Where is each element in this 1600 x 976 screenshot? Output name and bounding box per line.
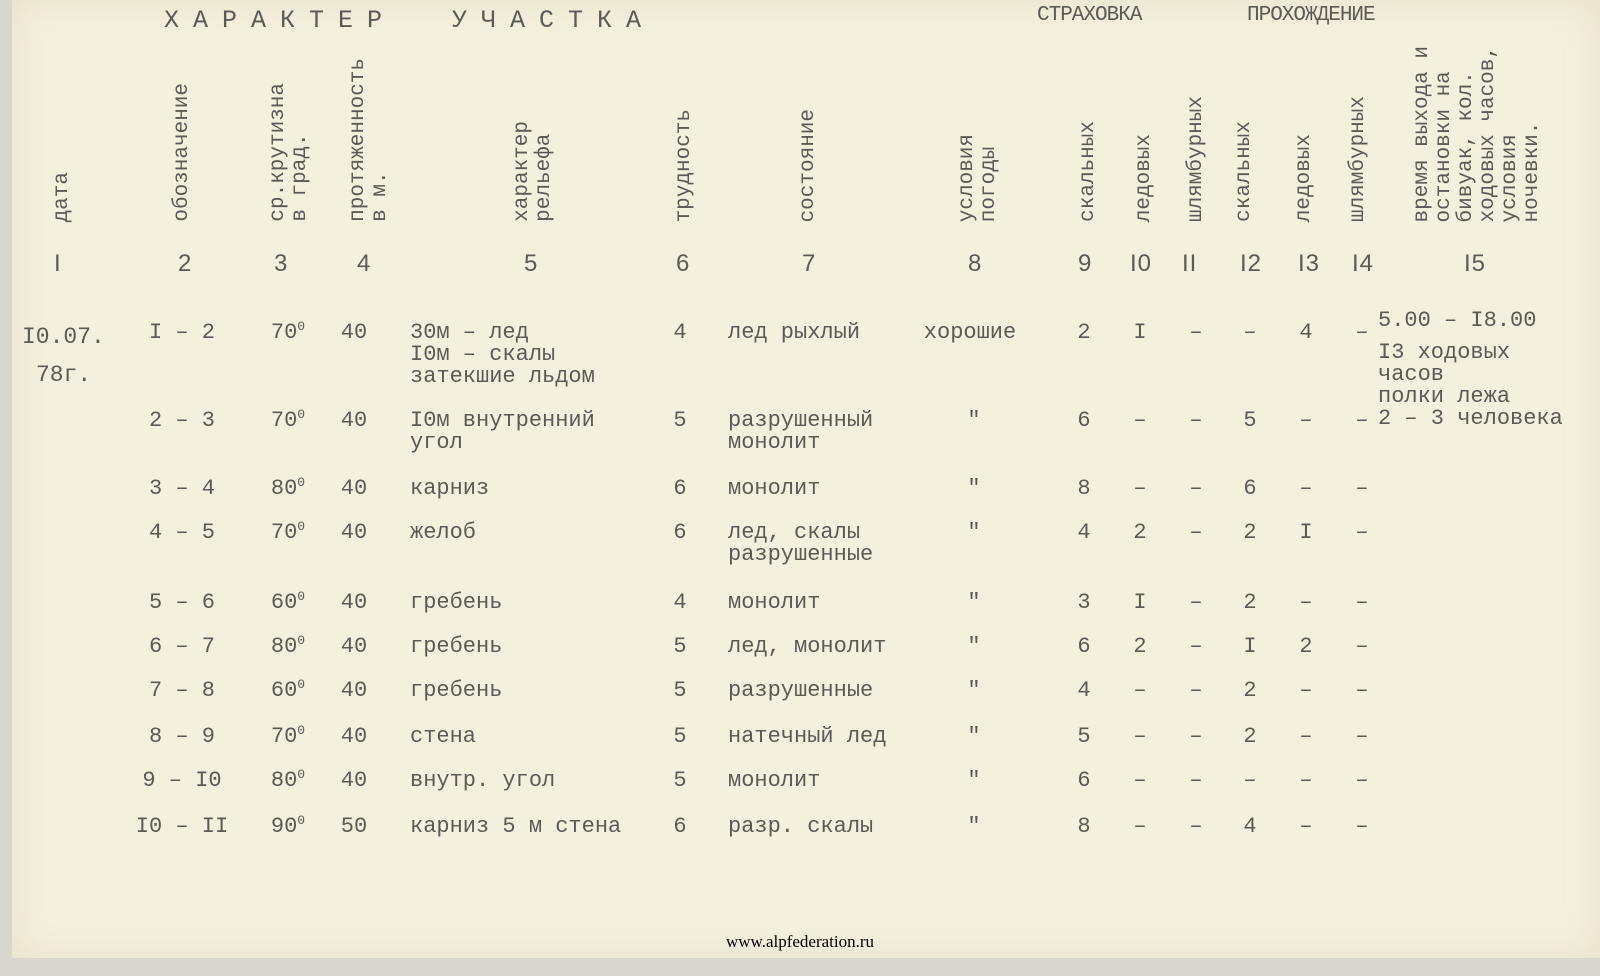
segment-cell: 2 – 3 (148, 408, 216, 433)
belay-rock-cell: 5 (1077, 724, 1091, 749)
belay-rock-cell: 8 (1077, 476, 1091, 501)
segment-cell: 4 – 5 (148, 520, 216, 545)
belay-ice-cell: 2 (1133, 520, 1147, 545)
belay-rock-cell: 2 (1077, 320, 1091, 345)
column-number-4: 4 (357, 250, 372, 277)
belay-bolt-cell: – (1189, 590, 1203, 615)
belay-ice-cell: – (1133, 678, 1147, 703)
difficulty-cell: 5 (673, 724, 687, 749)
condition-cell: натечный лед (728, 724, 887, 749)
difficulty-cell: 5 (673, 768, 687, 793)
column-number-14: I4 (1352, 250, 1375, 277)
column-header-5 (512, 121, 556, 222)
length-cell: 40 (340, 320, 368, 345)
weather-cell: " (967, 476, 981, 501)
column-header-1 (52, 172, 74, 222)
weather-cell: " (967, 814, 981, 839)
passage-rock-cell: 2 (1243, 724, 1257, 749)
passage-rock-cell: – (1243, 768, 1257, 793)
belay-bolt-cell: – (1189, 634, 1203, 659)
column-header-line: погоды (978, 146, 1001, 222)
relief-cell: внутр. угол (410, 768, 556, 793)
bivouac-note-line: часов (1378, 362, 1445, 387)
column-header-line: условия (956, 133, 979, 222)
column-header-line: дата (51, 171, 74, 222)
passage-bolt-cell: – (1355, 634, 1369, 659)
passage-bolt-cell: – (1355, 724, 1369, 749)
difficulty-cell: 6 (673, 476, 687, 501)
column-header-9 (1078, 121, 1100, 222)
section-title-left: ХАРАКТЕР (164, 6, 397, 35)
passage-rock-cell: 5 (1243, 408, 1257, 433)
relief-cell: гребень (410, 678, 503, 703)
degree-mark: 0 (297, 677, 306, 692)
passage-rock-cell: 2 (1243, 520, 1257, 545)
column-number-9: 9 (1078, 250, 1093, 277)
column-number-13: I3 (1298, 250, 1321, 277)
section-title-right: УЧАСТКА (452, 6, 656, 35)
difficulty-cell: 6 (673, 814, 687, 839)
column-header-13 (1294, 134, 1316, 222)
degree-mark: 0 (297, 319, 306, 334)
segment-cell: 6 – 7 (148, 634, 216, 659)
belay-bolt-cell: – (1189, 768, 1203, 793)
steepness-cell: $80^0$ (270, 767, 306, 793)
passage-rock-cell: 2 (1243, 678, 1257, 703)
condition-cell: разрушенные (728, 678, 874, 703)
segment-cell: 5 – 6 (148, 590, 216, 615)
passage-ice-cell: – (1299, 590, 1313, 615)
segment-cell: I0 – II (135, 814, 229, 839)
column-header-line: в м. (369, 171, 392, 222)
column-header-line: ледовых (1293, 133, 1316, 222)
steepness-cell: $70^0$ (270, 519, 306, 545)
passage-ice-cell: – (1299, 768, 1313, 793)
passage-bolt-cell: – (1355, 590, 1369, 615)
belay-ice-cell: 2 (1133, 634, 1147, 659)
segment-cell: 8 – 9 (148, 724, 216, 749)
column-header-line: бивуак, кол. (1455, 70, 1478, 222)
passage-bolt-cell: – (1355, 768, 1369, 793)
relief-cell: желоб (410, 520, 477, 545)
relief-cell: стена (410, 724, 477, 749)
difficulty-cell: 5 (673, 408, 687, 433)
condition-cell: лед, монолит (728, 634, 887, 659)
column-header-14 (1348, 96, 1370, 222)
column-header-11 (1186, 96, 1208, 222)
column-header-line: ночевки. (1521, 121, 1544, 222)
footer-url: www.alpfederation.ru (725, 932, 875, 951)
group-passage-heading: ПРОХОЖДЕНИЕ (1247, 4, 1375, 27)
difficulty-cell: 6 (673, 520, 687, 545)
condition-cell: монолит (728, 476, 821, 501)
passage-rock-cell: 6 (1243, 476, 1257, 501)
difficulty-cell: 5 (673, 678, 687, 703)
belay-ice-cell: – (1133, 768, 1147, 793)
relief-cell: карниз (410, 476, 490, 501)
date-line-1: I0.07. (22, 324, 105, 350)
length-cell: 50 (340, 814, 368, 839)
column-header-line: рельефа (533, 133, 556, 222)
steepness-cell: $70^0$ (270, 407, 306, 433)
belay-ice-cell: I (1133, 320, 1147, 345)
steepness-cell: $70^0$ (270, 319, 306, 345)
column-header-line: в град. (289, 133, 312, 222)
passage-bolt-cell: – (1355, 476, 1369, 501)
column-header-line: трудность (673, 108, 696, 222)
column-header-4 (348, 58, 392, 222)
degree-mark: 0 (297, 589, 306, 604)
column-header-10 (1134, 134, 1156, 222)
passage-rock-cell: 4 (1243, 814, 1257, 839)
document-sheet (12, 0, 1600, 958)
steepness-cell: $60^0$ (270, 677, 306, 703)
weather-cell: " (967, 520, 981, 545)
column-number-5: 5 (524, 250, 539, 277)
column-number-15: I5 (1464, 250, 1487, 277)
bivouac-note-line: I3 ходовых (1378, 340, 1511, 365)
segment-cell: 7 – 8 (148, 678, 216, 703)
passage-rock-cell: – (1243, 320, 1257, 345)
difficulty-cell: 4 (673, 590, 687, 615)
degree-mark: 0 (297, 407, 306, 422)
passage-ice-cell: – (1299, 476, 1313, 501)
condition-cell: монолит (728, 590, 821, 615)
belay-ice-cell: – (1133, 814, 1147, 839)
relief-cell: гребень (410, 634, 503, 659)
belay-bolt-cell: – (1189, 724, 1203, 749)
column-header-line: шлямбурных (1185, 95, 1208, 222)
column-header-15 (1412, 46, 1544, 222)
column-number-8: 8 (968, 250, 983, 277)
degree-mark: 0 (297, 767, 306, 782)
belay-rock-cell: 4 (1077, 678, 1091, 703)
belay-bolt-cell: – (1189, 520, 1203, 545)
belay-rock-cell: 3 (1077, 590, 1091, 615)
degree-mark: 0 (297, 475, 306, 490)
date-line-2: 78г. (36, 362, 92, 388)
belay-rock-cell: 6 (1077, 768, 1091, 793)
column-number-10: I0 (1130, 250, 1153, 277)
degree-mark: 0 (297, 813, 306, 828)
passage-ice-cell: I (1299, 520, 1313, 545)
column-number-2: 2 (178, 250, 193, 277)
belay-rock-cell: 6 (1077, 634, 1091, 659)
belay-bolt-cell: – (1189, 678, 1203, 703)
belay-ice-cell: I (1133, 590, 1147, 615)
steepness-cell: $70^0$ (270, 723, 306, 749)
steepness-cell: $80^0$ (270, 633, 306, 659)
passage-bolt-cell: – (1355, 678, 1369, 703)
passage-ice-cell: 2 (1299, 634, 1313, 659)
column-number-12: I2 (1240, 250, 1263, 277)
segment-cell: I – 2 (148, 320, 216, 345)
bivouac-note-line: 2 – 3 человека (1378, 406, 1563, 431)
length-cell: 40 (340, 634, 368, 659)
column-number-11: II (1182, 250, 1198, 277)
passage-bolt-cell: – (1355, 814, 1369, 839)
condition-cell: монолит (728, 768, 821, 793)
weather-cell: " (967, 408, 981, 433)
passage-ice-cell: – (1299, 408, 1313, 433)
column-number-7: 7 (802, 250, 817, 277)
passage-ice-cell: 4 (1299, 320, 1313, 345)
difficulty-cell: 5 (673, 634, 687, 659)
belay-ice-cell: – (1133, 408, 1147, 433)
length-cell: 40 (340, 724, 368, 749)
weather-cell: " (967, 678, 981, 703)
column-header-7 (798, 109, 820, 222)
column-header-3 (268, 83, 312, 222)
relief-cell: карниз 5 м стена (410, 814, 622, 839)
segment-cell: 9 – I0 (142, 768, 222, 793)
column-header-line: условия (1499, 133, 1522, 222)
length-cell: 40 (340, 768, 368, 793)
column-header-line: состояние (797, 108, 820, 222)
bivouac-note-line: полки лежа (1378, 384, 1511, 409)
passage-ice-cell: – (1299, 724, 1313, 749)
length-cell: 40 (340, 590, 368, 615)
column-header-line: скальных (1077, 121, 1100, 222)
column-header-line: время выхода и (1411, 45, 1434, 222)
column-number-3: 3 (274, 250, 289, 277)
relief-cell: гребень (410, 590, 503, 615)
column-header-line: шлямбурных (1347, 95, 1370, 222)
belay-bolt-cell: – (1189, 320, 1203, 345)
column-header-line: скальных (1233, 121, 1256, 222)
belay-ice-cell: – (1133, 724, 1147, 749)
length-cell: 40 (340, 520, 368, 545)
condition-cell: лед, скалы разрушенные (728, 520, 874, 567)
column-header-line: ср.крутизна (267, 83, 290, 222)
difficulty-cell: 4 (673, 320, 687, 345)
column-header-2 (172, 83, 194, 222)
column-header-12 (1234, 121, 1256, 222)
column-number-6: 6 (676, 250, 691, 277)
steepness-cell: $60^0$ (270, 589, 306, 615)
length-cell: 40 (340, 408, 368, 433)
belay-ice-cell: – (1133, 476, 1147, 501)
condition-cell: лед рыхлый (728, 320, 861, 345)
passage-bolt-cell: – (1355, 320, 1369, 345)
passage-ice-cell: – (1299, 678, 1313, 703)
group-belay-heading: СТРАХОВКА (1037, 4, 1142, 27)
weather-cell: " (967, 768, 981, 793)
column-header-line: ходовых часов, (1477, 45, 1500, 222)
column-header-line: обозначение (171, 83, 194, 222)
condition-cell: разр. скалы (728, 814, 874, 839)
steepness-cell: $80^0$ (270, 475, 306, 501)
belay-rock-cell: 8 (1077, 814, 1091, 839)
degree-mark: 0 (297, 723, 306, 738)
column-header-line: остановки на (1433, 70, 1456, 222)
belay-rock-cell: 4 (1077, 520, 1091, 545)
segment-cell: 3 – 4 (148, 476, 216, 501)
weather-cell: " (967, 634, 981, 659)
relief-cell: 30м – лед I0м – скалы затекшие льдом (410, 320, 595, 389)
steepness-cell: $90^0$ (270, 813, 306, 839)
length-cell: 40 (340, 678, 368, 703)
belay-rock-cell: 6 (1077, 408, 1091, 433)
passage-bolt-cell: – (1355, 520, 1369, 545)
passage-rock-cell: I (1243, 634, 1257, 659)
passage-rock-cell: 2 (1243, 590, 1257, 615)
belay-bolt-cell: – (1189, 408, 1203, 433)
belay-bolt-cell: – (1189, 814, 1203, 839)
degree-mark: 0 (297, 633, 306, 648)
weather-cell: " (967, 590, 981, 615)
column-header-line: протяженность (347, 58, 370, 222)
weather-cell: хорошие (923, 320, 1017, 345)
condition-cell: разрушенный монолит (728, 408, 874, 455)
relief-cell: I0м внутренний угол (410, 408, 595, 455)
column-header-line: ледовых (1133, 133, 1156, 222)
column-header-6 (674, 109, 696, 222)
belay-bolt-cell: – (1189, 476, 1203, 501)
passage-ice-cell: – (1299, 814, 1313, 839)
degree-mark: 0 (297, 519, 306, 534)
column-header-8 (957, 134, 1001, 222)
column-number-1: I (54, 250, 62, 277)
bivouac-note-line: 5.00 – I8.00 (1378, 308, 1537, 333)
weather-cell: " (967, 724, 981, 749)
column-header-line: характер (511, 121, 534, 222)
length-cell: 40 (340, 476, 368, 501)
passage-bolt-cell: – (1355, 408, 1369, 433)
